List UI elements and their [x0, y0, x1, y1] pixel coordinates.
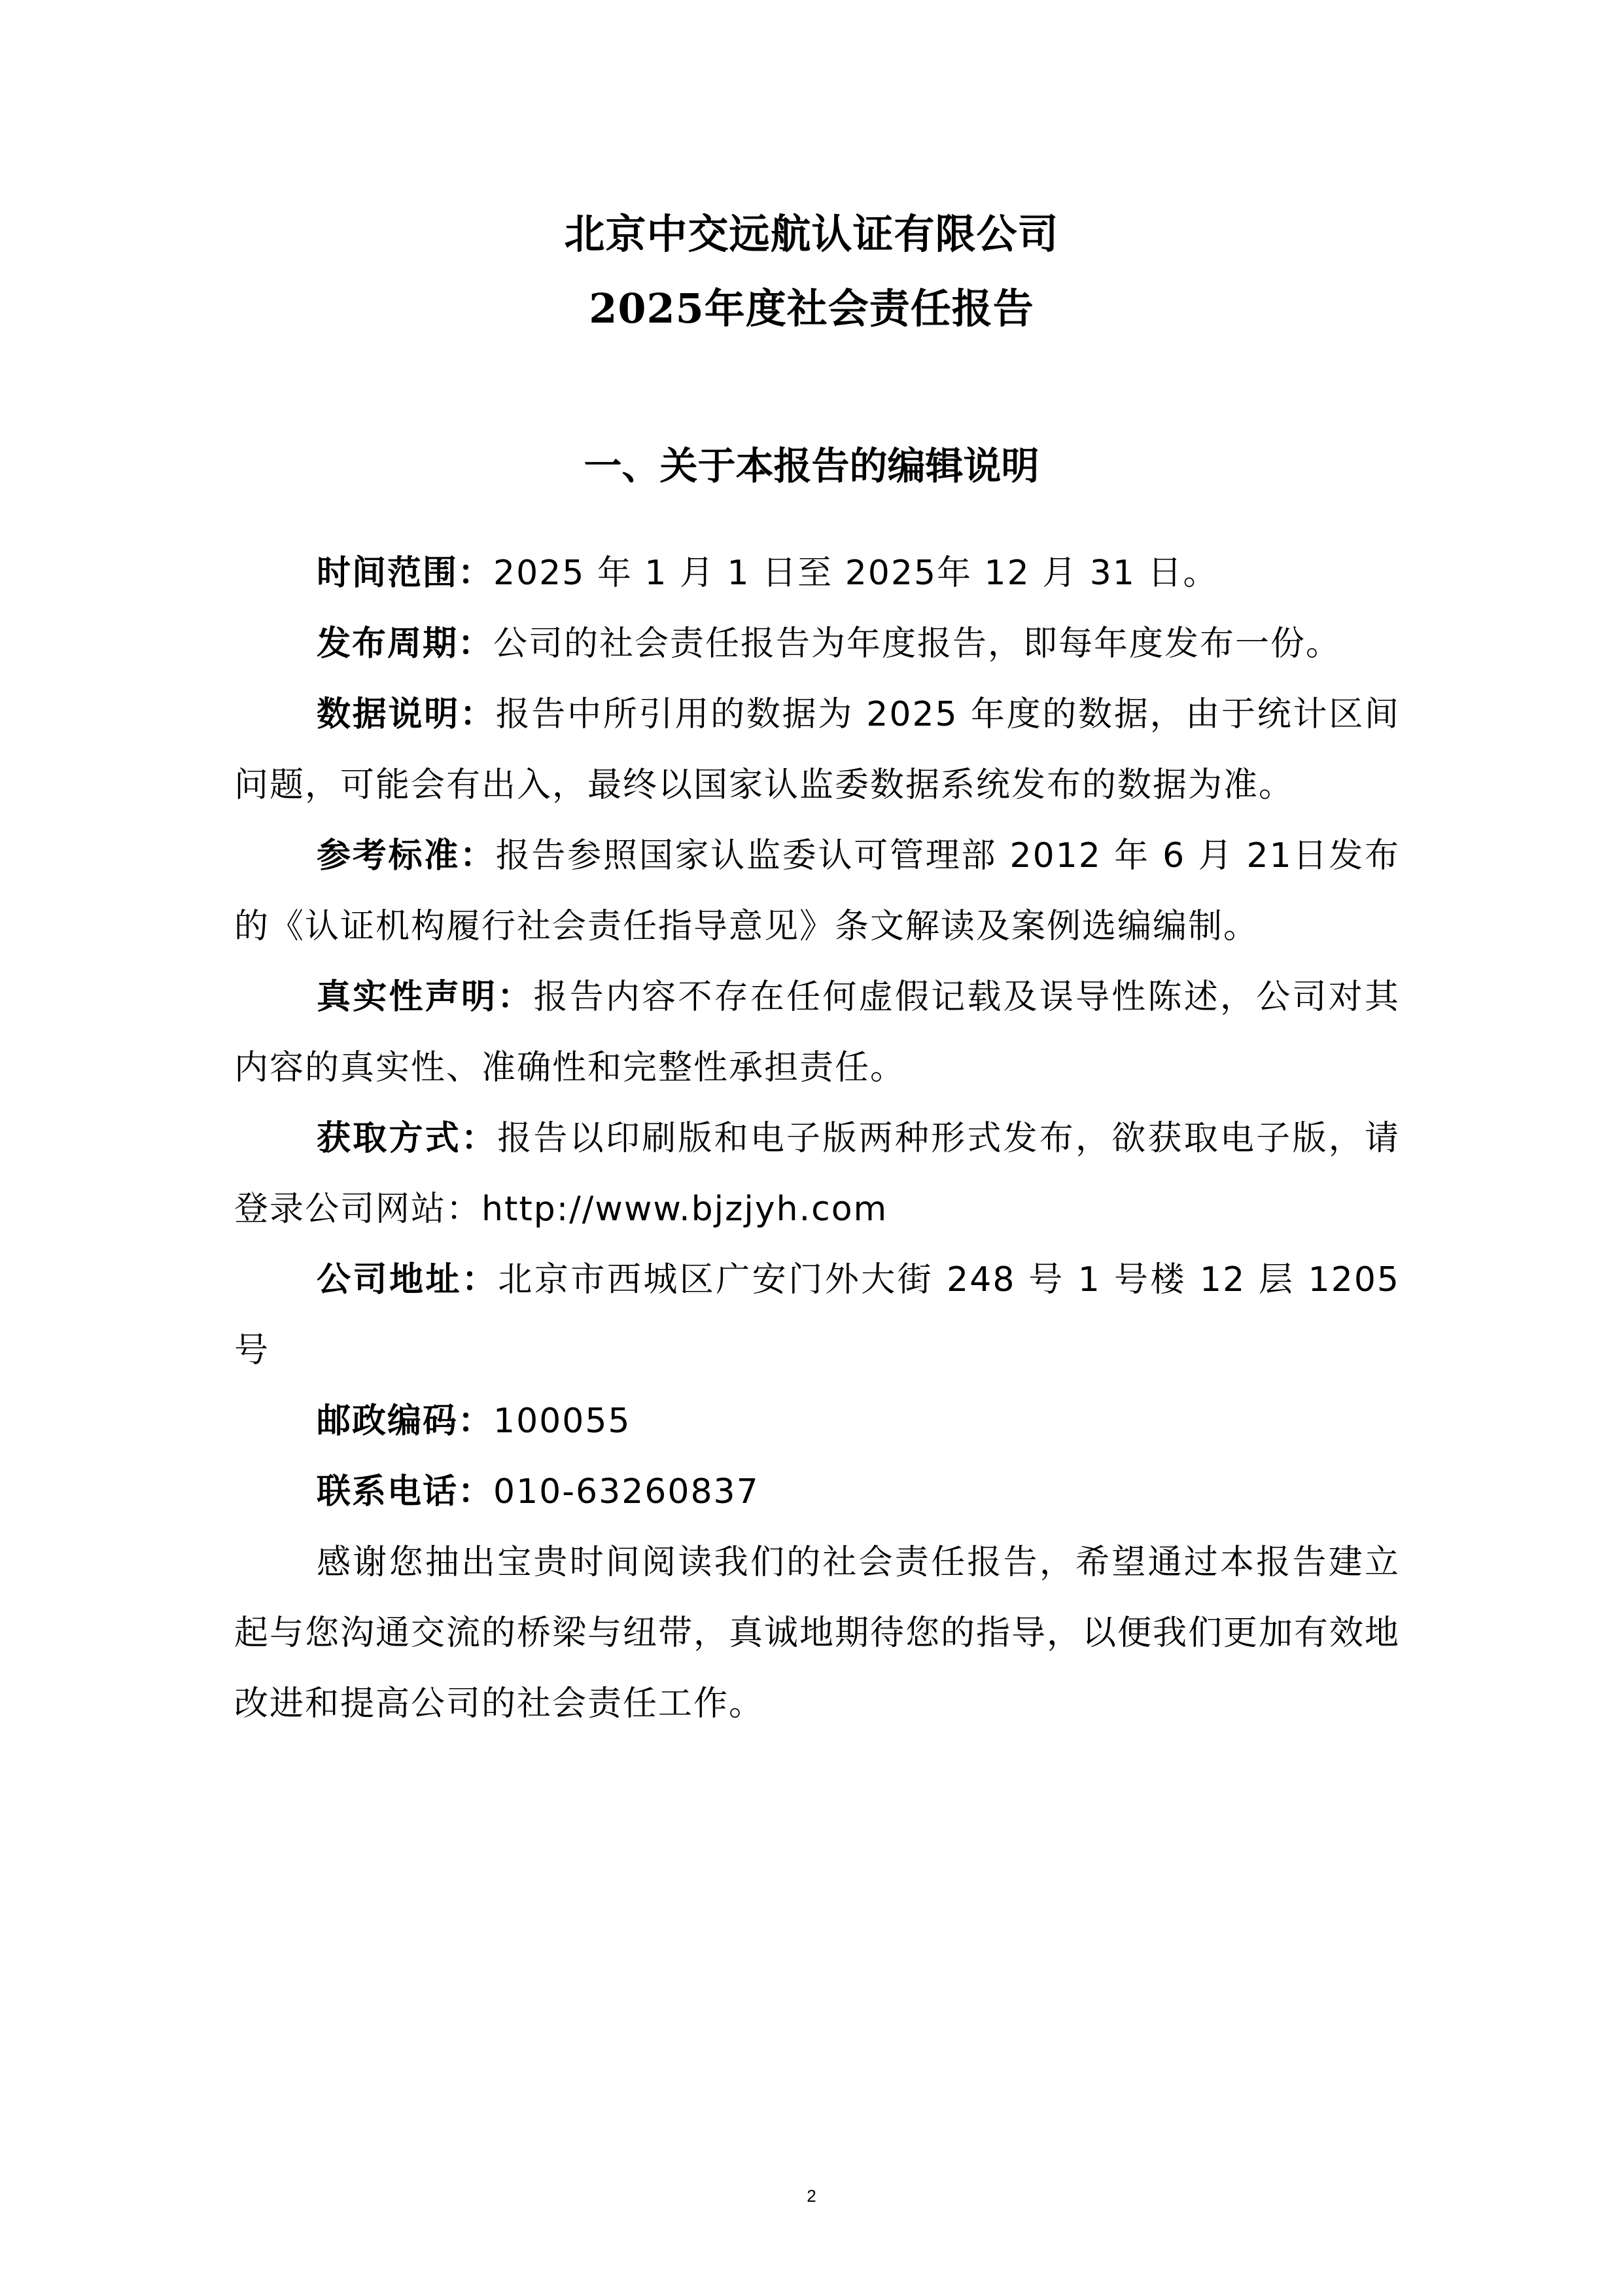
paragraph-thanks [234, 1527, 1400, 1739]
report-body [234, 538, 1400, 1739]
paragraph-text: 公司的社会责任报告为年度报告，即每年度发布一份。 [493, 624, 1342, 663]
paragraph-text: 报告参照国家认监委认可管理部 2012 年 6 月 21日发布的《认证机构履行社会责任指导意见》条文解读及案例选编编制。 [234, 836, 1400, 946]
paragraph-label: 时间范围： [317, 554, 494, 593]
paragraph-text: 报告中所引用的数据为 2025 年度的数据，由于统计区间问题，可能会有出入，最终以国家认监委数据系统发布的数据为准。 [234, 695, 1400, 805]
paragraph-label: 邮政编码： [317, 1402, 494, 1441]
section-heading: 一、关于本报告的编辑说明 [584, 444, 1039, 488]
paragraph-data-notes [234, 679, 1400, 821]
paragraph-label: 发布周期： [317, 624, 494, 663]
paragraph-text: 感谢您抽出宝贵时间阅读我们的社会责任报告，希望通过本报告建立起与您沟通交流的桥梁与纽带，真诚地期待您的指导，以便我们更加有效地改进和提高公司的社会责任工作。 [234, 1543, 1401, 1723]
paragraph-company-address [234, 1245, 1400, 1386]
paragraph-text: 010-63260837 [493, 1472, 759, 1511]
paragraph-release-cycle [234, 609, 1400, 679]
paragraph-label: 获取方式： [317, 1119, 498, 1158]
paragraph-contact-phone [234, 1457, 1400, 1527]
paragraph-access-method [234, 1103, 1400, 1245]
paragraph-reference-standard [234, 821, 1400, 962]
paragraph-time-range [234, 538, 1400, 609]
paragraph-text: 北京市西城区广安门外大街 248 号 1 号楼 12 层 1205 号 [234, 1260, 1400, 1370]
paragraph-label: 联系电话： [317, 1472, 494, 1511]
report-title-year: 2025年度社会责任报告 [589, 285, 1034, 332]
page-number: 2 [807, 2186, 816, 2206]
paragraph-text: 2025 年 1 月 1 日至 2025年 12 月 31 日。 [493, 554, 1219, 593]
report-title-company: 北京中交远航认证有限公司 [564, 210, 1059, 258]
paragraph-label: 参考标准： [317, 836, 496, 875]
paragraph-label: 真实性声明： [317, 978, 534, 1017]
paragraph-text: 100055 [493, 1402, 631, 1441]
paragraph-label: 公司地址： [317, 1260, 498, 1299]
paragraph-authenticity-statement [234, 962, 1400, 1103]
paragraph-label: 数据说明： [317, 695, 496, 734]
paragraph-postal-code [234, 1386, 1400, 1457]
paragraph-text: 报告内容不存在任何虚假记载及误导性陈述，公司对其内容的真实性、准确性和完整性承担责任。 [234, 978, 1400, 1087]
paragraph-text: 报告以印刷版和电子版两种形式发布，欲获取电子版，请登录公司网站：http://www.bjzjyh.com [234, 1119, 1400, 1229]
